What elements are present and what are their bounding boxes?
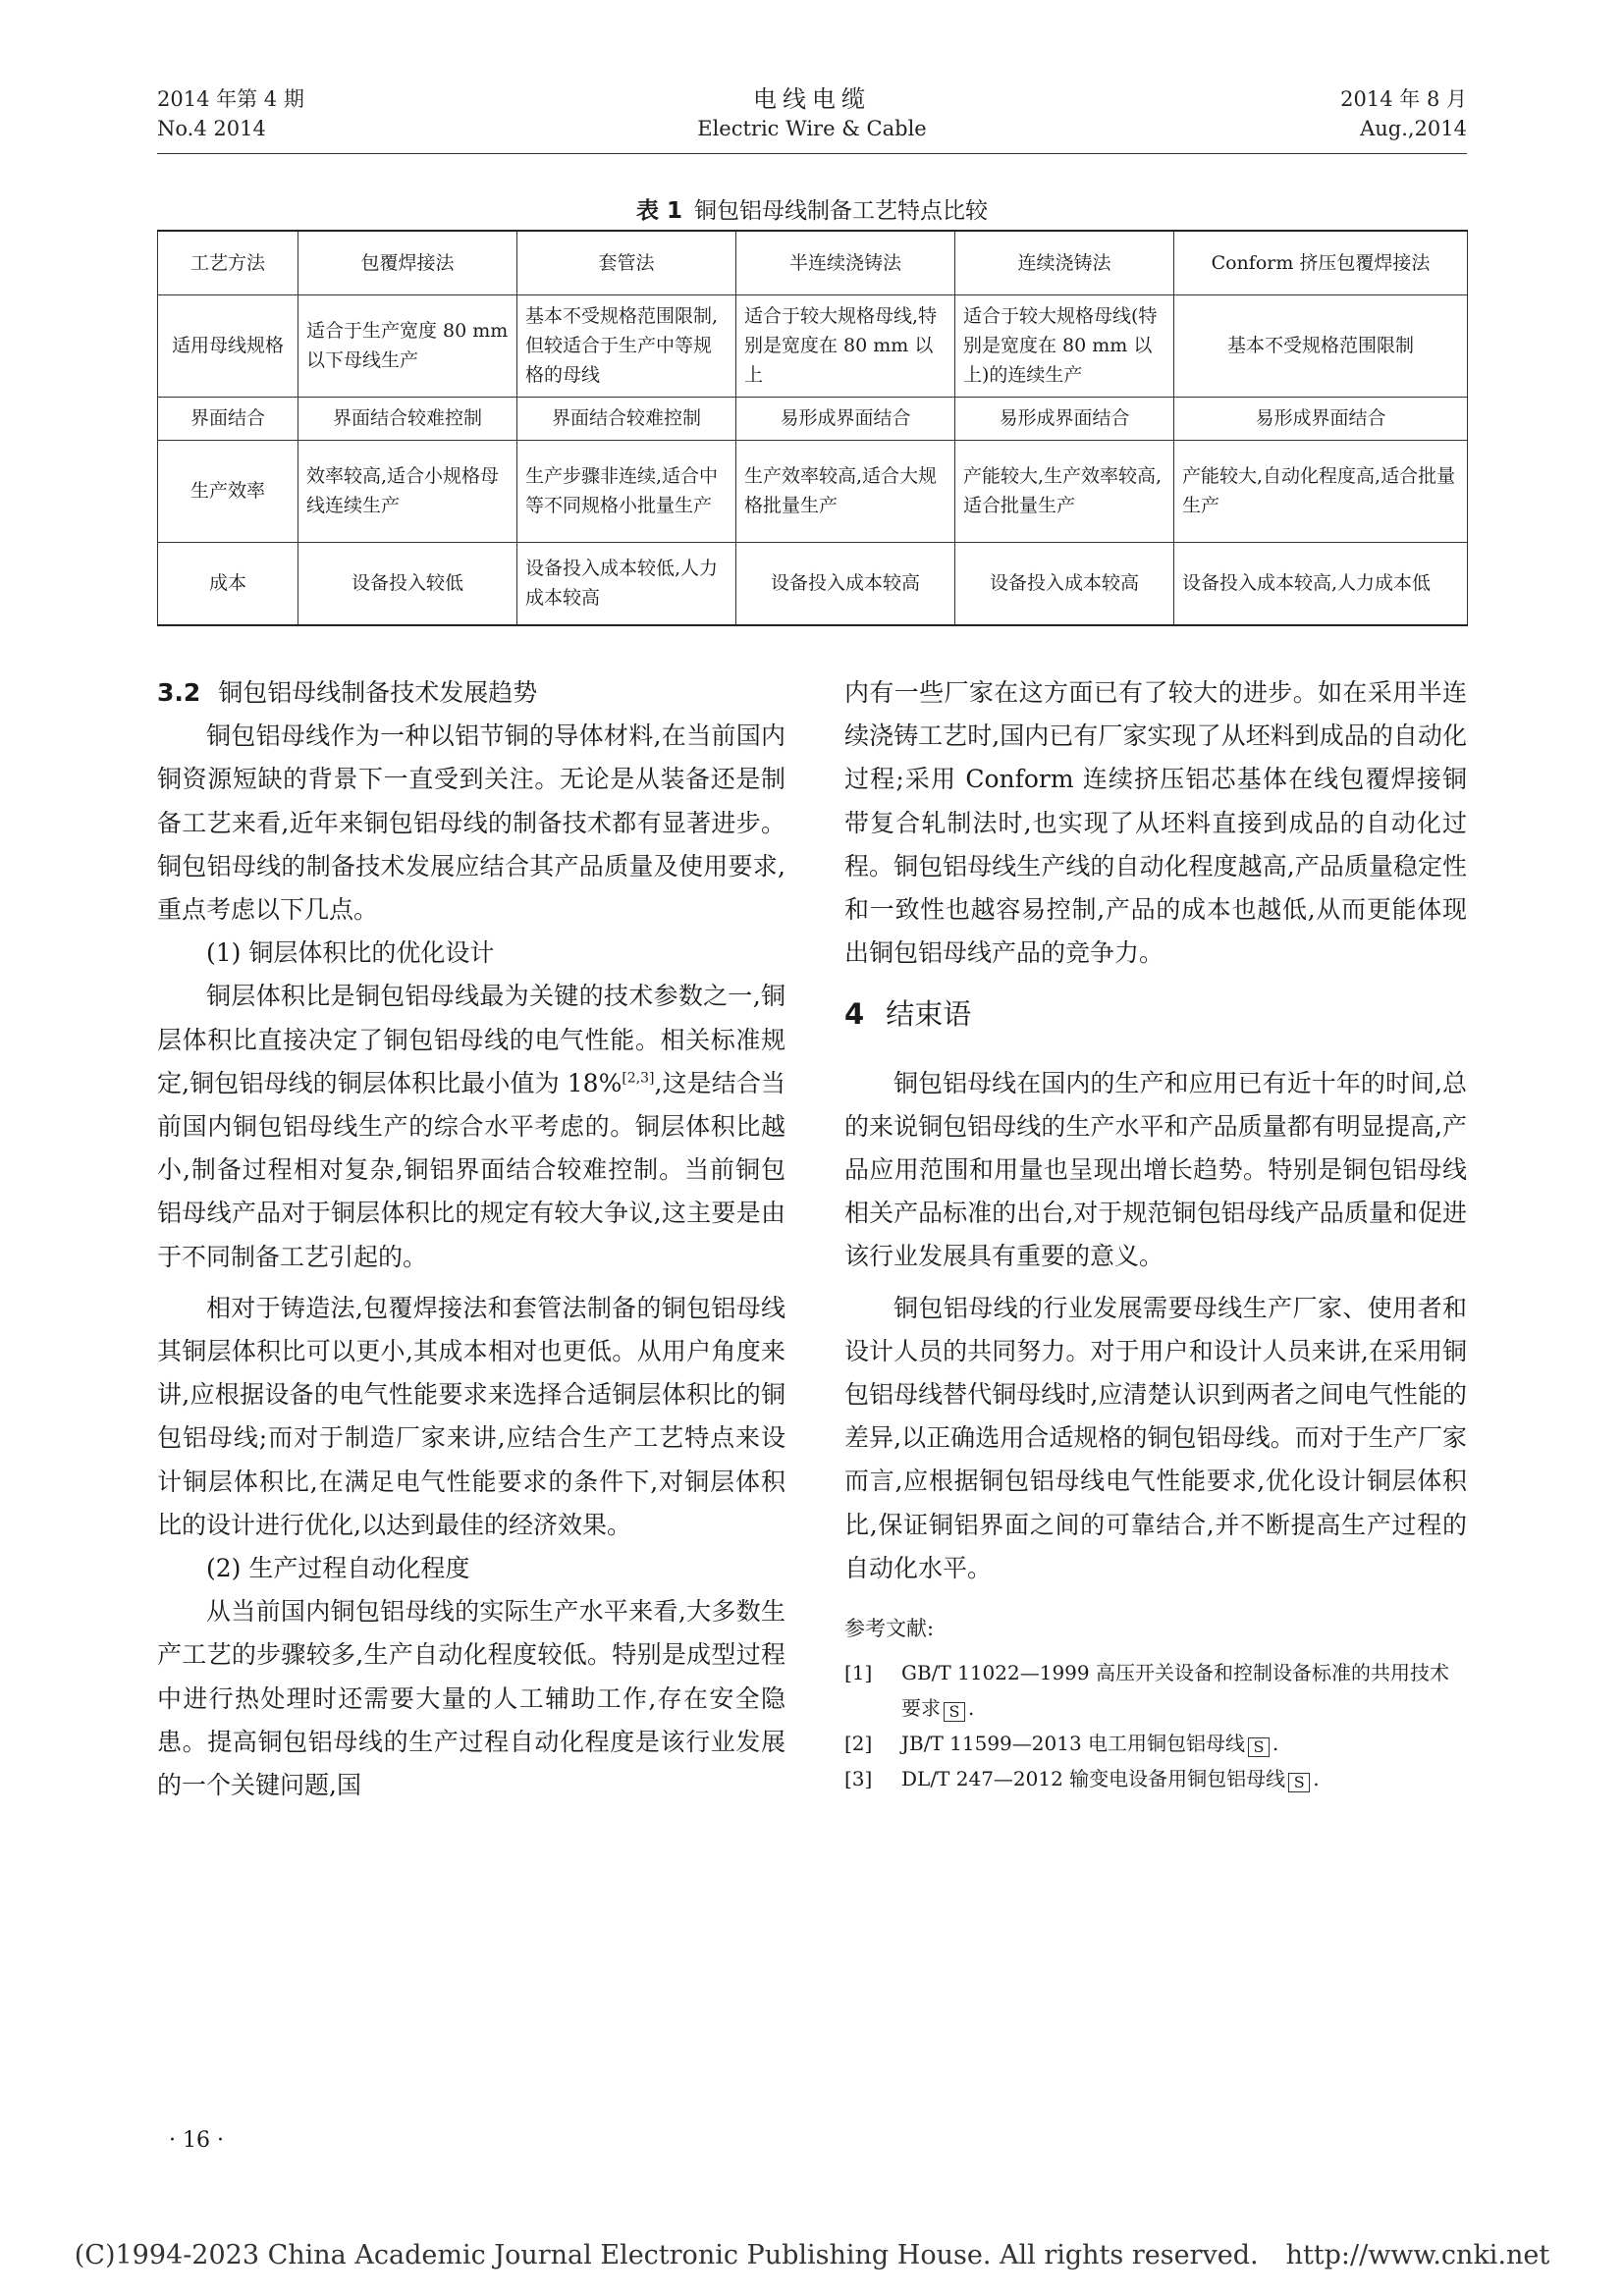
table-cell: 产能较大,生产效率较高,适合批量生产 — [955, 440, 1174, 542]
table-cell: 易形成界面结合 — [736, 397, 955, 440]
reference-number: [2] — [844, 1732, 873, 1756]
section-number: 3.2 — [157, 678, 201, 707]
table-header-cell: 包覆焊接法 — [298, 231, 517, 294]
paragraph: 内有一些厂家在这方面已有了较大的进步。如在采用半连续浇铸工艺时,国内已有厂家实现了从坯料到成品的自动化过程;采用 Conform 连续挤压铝芯基体在线包覆焊接铜带复合轧制法时,也实现了从坯料直接到成品的自动化过程。铜包铝母线生产线的自动化程度越高,产品质量稳定性和一致性也越容易控制,产品的成本也越低,从而更能体现出铜包铝母线产品的竞争力。 — [844, 678, 1467, 968]
header-journal-cn: 电线电缆 — [753, 85, 871, 113]
table-header-cell: 连续浇铸法 — [955, 231, 1174, 294]
table-cell: 设备投入成本较高 — [955, 542, 1174, 625]
table-row-label: 生产效率 — [158, 440, 298, 542]
header-date-cn: 2014 年 8 月 — [1340, 87, 1467, 111]
section-title: 铜包铝母线制备技术发展趋势 — [218, 678, 538, 707]
table-row-label: 适用母线规格 — [158, 294, 298, 397]
subheading-volume-ratio: (1) 铜层体积比的优化设计 — [206, 938, 495, 968]
table-cell: 界面结合较难控制 — [517, 397, 736, 440]
header-issue — [157, 84, 304, 143]
table-cell: 设备投入成本较高 — [736, 542, 955, 625]
reference-end: . — [968, 1696, 975, 1721]
footer-site-link[interactable]: http://www.cnki.net — [1285, 2240, 1550, 2270]
left-column — [157, 671, 785, 1807]
table-cell: 效率较高,适合小规格母线连续生产 — [298, 440, 517, 542]
reference-number: [1] — [844, 1661, 873, 1685]
table-row — [158, 294, 1468, 397]
paragraph: 铜包铝母线在国内的生产和应用已有近十年的时间,总的来说铜包铝母线的生产水平和产品质量都有明显提高,产品应用范围和用量也呈现出增长趋势。特别是铜包铝母线相关产品标准的出台,对于规范铜包铝母线产品质量和促进该行业发展具有重要的意义。 — [844, 1068, 1467, 1271]
paragraph: 铜包铝母线的行业发展需要母线生产厂家、使用者和设计人员的共同努力。对于用户和设计人员来讲,在采用铜包铝母线替代铜母线时,应清楚认识到两者之间电气性能的差异,以正确选用合适规格的铜包铝母线。而对于生产厂家而言,应根据铜包铝母线电气性能要求,优化设计铜层体积比,保证铜铝界面之间的可靠结合,并不断提高生产过程的自动化水平。 — [844, 1293, 1467, 1582]
header-journal — [616, 84, 1008, 143]
reference-text — [901, 1726, 1467, 1761]
table-cell: 适合于较大规格母线,特别是宽度在 80 mm 以上 — [736, 294, 955, 397]
section-4-heading — [844, 992, 1467, 1036]
copyright-footer — [0, 2240, 1624, 2270]
table-cell: 生产效率较高,适合大规格批量生产 — [736, 440, 955, 542]
header-date-en: Aug.,2014 — [1360, 117, 1467, 140]
process-comparison-table — [157, 230, 1468, 626]
table-cell: 设备投入成本较低,人力成本较高 — [517, 542, 736, 625]
table-title: 铜包铝母线制备工艺特点比较 — [694, 198, 988, 224]
table-label: 表 1 — [635, 198, 682, 224]
reference-body: GB/T 11022—1999 高压开关设备和控制设备标准的共用技术要求 — [901, 1661, 1449, 1721]
table-cell: 设备投入较低 — [298, 542, 517, 625]
table-cell: 易形成界面结合 — [1174, 397, 1468, 440]
table-header-cell: 套管法 — [517, 231, 736, 294]
table-cell: 适合于生产宽度 80 mm 以下母线生产 — [298, 294, 517, 397]
table-row-label: 成本 — [158, 542, 298, 625]
subheading-automation: (2) 生产过程自动化程度 — [206, 1554, 470, 1583]
table-cell: 易形成界面结合 — [955, 397, 1174, 440]
reference-item — [844, 1726, 1467, 1761]
reference-body: DL/T 247—2012 输变电设备用铜包铝母线 — [901, 1767, 1286, 1791]
table-row — [158, 542, 1468, 625]
reference-type-tag: S — [944, 1702, 965, 1722]
copyright-text: (C)1994-2023 China Academic Journal Electronic Publishing House. All rights reserved. — [74, 2240, 1259, 2270]
section-title: 结束语 — [886, 997, 972, 1032]
reference-text — [901, 1655, 1467, 1726]
table-cell: 界面结合较难控制 — [298, 397, 517, 440]
section-number: 4 — [844, 997, 865, 1032]
paragraph: 从当前国内铜包铝母线的实际生产水平来看,大多数生产工艺的步骤较多,生产自动化程度较低。特别是成型过程中进行热处理时还需要大量的人工辅助工作,存在安全隐患。提高铜包铝母线的生产过程自动化程度是该行业发展的一个关键问题,国 — [157, 1597, 785, 1800]
reference-item — [844, 1761, 1467, 1796]
right-column — [844, 671, 1467, 1796]
reference-type-tag: S — [1248, 1737, 1270, 1757]
header-journal-en: Electric Wire & Cable — [697, 117, 927, 140]
reference-item — [844, 1655, 1467, 1726]
header-issue-en: No.4 2014 — [157, 117, 266, 140]
paragraph — [157, 975, 785, 1278]
table-header-row — [158, 231, 1468, 294]
table-cell: 设备投入成本较高,人力成本低 — [1174, 542, 1468, 625]
table-caption — [157, 192, 1467, 225]
table-cell: 适合于较大规格母线(特别是宽度在 80 mm 以上)的连续生产 — [955, 294, 1174, 397]
paragraph: 铜包铝母线作为一种以铝节铜的导体材料,在当前国内铜资源短缺的背景下一直受到关注。无论是从装备还是制备工艺来看,近年来铜包铝母线的制备技术都有显著进步。铜包铝母线的制备技术发展应结合其产品质量及使用要求,重点考虑以下几点。 — [157, 721, 785, 925]
reference-number: [3] — [844, 1767, 873, 1791]
table-cell: 基本不受规格范围限制,但较适合于生产中等规格的母线 — [517, 294, 736, 397]
reference-end: . — [1272, 1732, 1279, 1756]
references-title: 参考文献: — [844, 1617, 935, 1641]
page-number: · 16 · — [169, 2128, 224, 2153]
table-header-cell: 半连续浇铸法 — [736, 231, 955, 294]
table-header-cell: Conform 挤压包覆焊接法 — [1174, 231, 1468, 294]
table-cell: 产能较大,自动化程度高,适合批量生产 — [1174, 440, 1468, 542]
reference-type-tag: S — [1288, 1773, 1310, 1792]
reference-body: JB/T 11599—2013 电工用铜包铝母线 — [901, 1732, 1246, 1756]
table-cell: 生产步骤非连续,适合中等不同规格小批量生产 — [517, 440, 736, 542]
paragraph-text: ,这是结合当前国内铜包铝母线生产的综合水平考虑的。铜层体积比越小,制备过程相对复杂,铜铝界面结合较难控制。当前铜包铝母线产品对于铜层体积比的规定有较大争议,这主要是由于不同制备工艺引起的。 — [157, 1068, 785, 1271]
table-cell: 基本不受规格范围限制 — [1174, 294, 1468, 397]
references-list — [844, 1655, 1467, 1796]
paragraph-text: 铜层体积比是铜包铝母线最为关键的技术参数之一,铜层体积比直接决定了铜包铝母线的电气性能。相关标准规定,铜包铝母线的铜层体积比最小值为 18% — [157, 982, 785, 1097]
table-row — [158, 440, 1468, 542]
section-3-2-heading — [157, 671, 785, 715]
reference-text — [901, 1761, 1467, 1796]
header-issue-cn: 2014 年第 4 期 — [157, 87, 304, 111]
paragraph: 相对于铸造法,包覆焊接法和套管法制备的铜包铝母线其铜层体积比可以更小,其成本相对也更低。从用户角度来讲,应根据设备的电气性能要求来选择合适铜层体积比的铜包铝母线;而对于制造厂家来讲,应结合生产工艺特点来设计铜层体积比,在满足电气性能要求的条件下,对铜层体积比的设计进行优化,以达到最佳的经济效果。 — [157, 1293, 785, 1539]
table-header-cell: 工艺方法 — [158, 231, 298, 294]
table-row-label: 界面结合 — [158, 397, 298, 440]
table-row — [158, 397, 1468, 440]
citation: [2,3] — [622, 1070, 655, 1087]
header-date — [1178, 84, 1467, 143]
reference-end: . — [1313, 1767, 1320, 1791]
header-rule — [157, 153, 1467, 154]
